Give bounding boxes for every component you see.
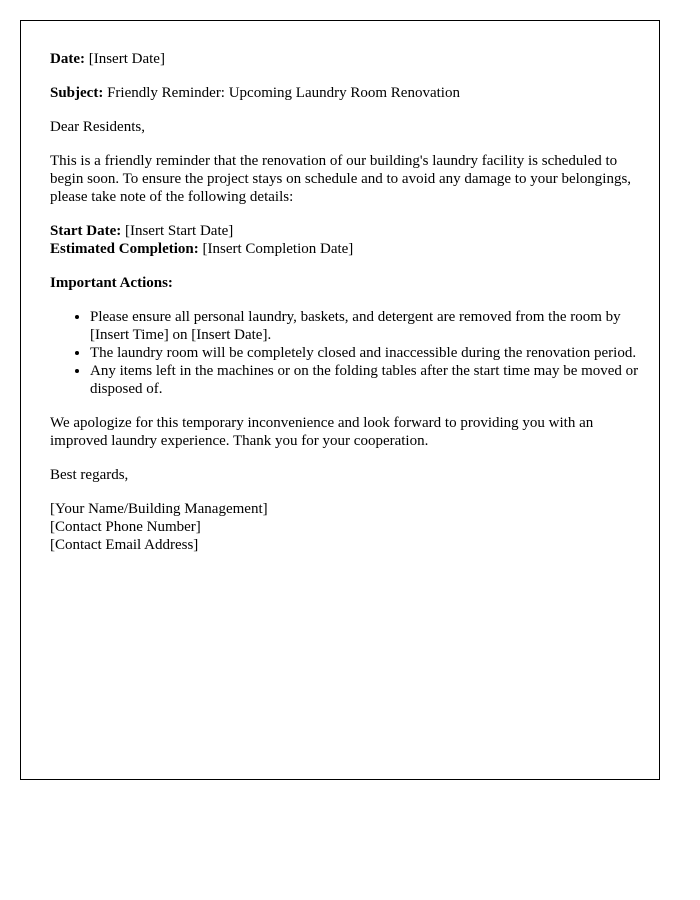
signature-block bbox=[50, 500, 640, 554]
subject-value: Friendly Reminder: Upcoming Laundry Room Renovation bbox=[103, 85, 460, 101]
signature-email: [Contact Email Address] bbox=[50, 537, 199, 553]
subject-line bbox=[50, 84, 640, 102]
signature-name: [Your Name/Building Management] bbox=[50, 501, 268, 517]
list-item: • Any items left in the machines or on the folding tables after the start time may be moved or disposed of. bbox=[90, 362, 640, 398]
date-label: Date: bbox=[50, 51, 85, 67]
completion-value: [Insert Completion Date] bbox=[198, 241, 354, 257]
date-line bbox=[50, 50, 640, 68]
start-date-value: [Insert Start Date] bbox=[121, 223, 234, 239]
list-item: • The laundry room will be completely closed and inaccessible during the renovation period. bbox=[90, 344, 640, 362]
sign-off: Best regards, bbox=[50, 467, 129, 483]
actions-heading: Important Actions: bbox=[50, 275, 173, 291]
list-item: • Please ensure all personal laundry, baskets, and detergent are removed from the room by [Insert Time] on [Insert Date]. bbox=[90, 308, 640, 344]
greeting: Dear Residents, bbox=[50, 119, 145, 135]
signature-phone: [Contact Phone Number] bbox=[50, 519, 201, 535]
actions-list bbox=[50, 308, 640, 398]
completion-line bbox=[50, 240, 640, 258]
letter-body bbox=[50, 50, 640, 570]
date-value: [Insert Date] bbox=[84, 51, 165, 67]
intro-paragraph: This is a friendly reminder that the renovation of our building's laundry facility is scheduled to begin soon. To ensure the project stays on schedule and to avoid any damage to your belongings, please take note of the following details: bbox=[50, 153, 632, 205]
completion-label: Estimated Completion: bbox=[50, 241, 199, 257]
letter-page bbox=[20, 20, 660, 780]
subject-label: Subject: bbox=[50, 85, 104, 101]
closing-paragraph: We apologize for this temporary inconvenience and look forward to providing you with an improved laundry experience. Thank you for your cooperation. bbox=[50, 415, 594, 449]
start-date-label: Start Date: bbox=[50, 223, 122, 239]
start-date-line bbox=[50, 222, 640, 240]
